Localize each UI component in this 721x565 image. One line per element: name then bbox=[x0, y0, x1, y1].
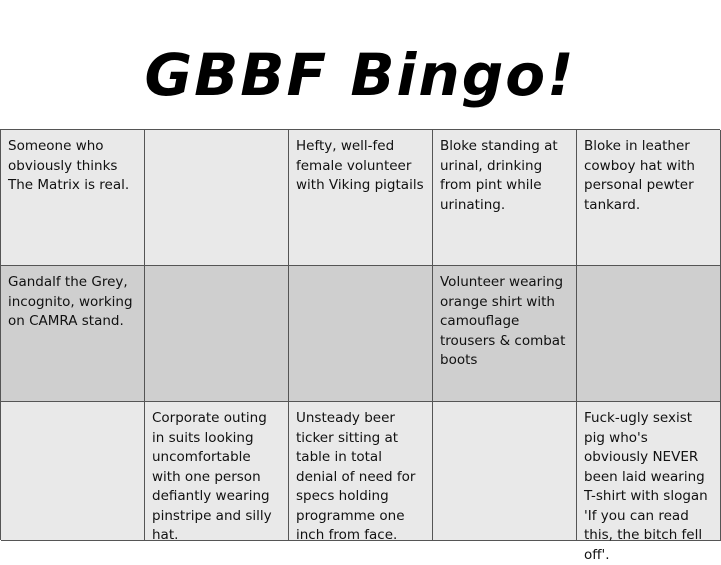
bingo-cell-r1-c1: Someone who obviously thinks The Matrix is real. bbox=[1, 130, 145, 266]
bingo-cell-r1-c5: Bloke in leather cowboy hat with personal pewter tankard. bbox=[577, 130, 721, 266]
bingo-cell-r3-c4 bbox=[433, 402, 577, 541]
bingo-cell-r2-c4: Volunteer wearing orange shirt with camouflage trousers & combat boots bbox=[433, 266, 577, 402]
bingo-cell-r1-c2 bbox=[145, 130, 289, 266]
bingo-grid bbox=[0, 129, 720, 563]
bingo-cell-r1-c4: Bloke standing at urinal, drinking from pint while urinating. bbox=[433, 130, 577, 266]
bingo-cell-r3-c3: Unsteady beer ticker sitting at table in total denial of need for specs holding programme one inch from face. bbox=[289, 402, 433, 541]
bingo-cell-r2-c2 bbox=[145, 266, 289, 402]
bingo-cell-r2-c5 bbox=[577, 266, 721, 402]
page-title: GBBF Bingo! bbox=[144, 41, 576, 109]
bingo-cell-r3-c5: Fuck-ugly sexist pig who's obviously NEVER been laid wearing T-shirt with slogan 'If you can read this, the bitch fell off'. bbox=[577, 402, 721, 541]
bingo-cell-r2-c1: Gandalf the Grey, incognito, working on CAMRA stand. bbox=[1, 266, 145, 402]
bingo-cell-r2-c3 bbox=[289, 266, 433, 402]
bingo-cell-r3-c2: Corporate outing in suits looking uncomfortable with one person defiantly wearing pinstripe and silly hat. bbox=[145, 402, 289, 541]
bingo-cell-r3-c1 bbox=[1, 402, 145, 541]
bingo-cell-r1-c3: Hefty, well-fed female volunteer with Viking pigtails bbox=[289, 130, 433, 266]
